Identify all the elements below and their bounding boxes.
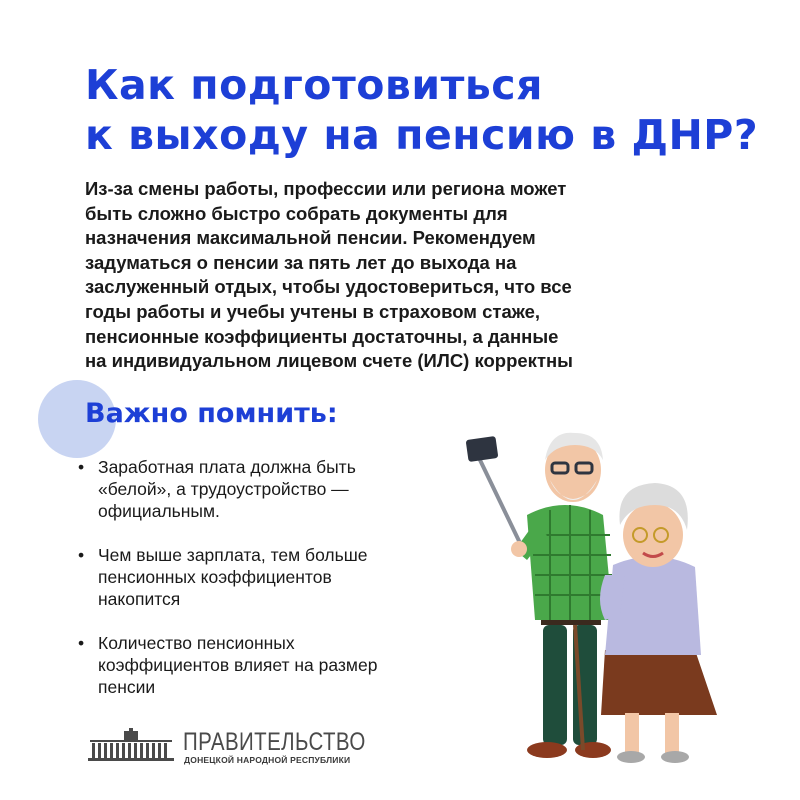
list-item-line: официальным. — [98, 501, 220, 521]
important-list — [78, 456, 478, 720]
list-item-line: «белой», а трудоустройство — — [98, 479, 349, 499]
intro-line: быть сложно быстро собрать документы для — [85, 202, 508, 224]
logo-subtitle: ДОНЕЦКОЙ НАРОДНОЙ РЕСПУБЛИКИ — [184, 755, 351, 765]
intro-line: назначения максимальной пенсии. Рекомендуем — [85, 227, 536, 249]
title-line-2: к выходу на пенсию в ДНР? — [85, 111, 759, 159]
intro-line: заслуженный отдых, чтобы удостовериться, что все — [85, 276, 572, 298]
list-item-line: Количество пенсионных — [98, 633, 295, 653]
list-item — [78, 544, 478, 610]
elderly-couple-selfie-illustration — [455, 425, 755, 780]
list-item — [78, 456, 478, 522]
intro-line: Из-за смены работы, профессии или региона может — [85, 178, 567, 199]
bullet-icon: • — [78, 545, 85, 565]
government-logo — [88, 728, 388, 768]
title-line-1: Как подготовиться — [85, 61, 543, 109]
list-item-line: Заработная плата должна быть — [98, 457, 356, 477]
list-item — [78, 632, 478, 698]
list-item-line: пенсии — [98, 677, 156, 697]
bullet-icon: • — [78, 633, 85, 653]
intro-line: пенсионные коэффициенты достаточны, а данные — [85, 325, 559, 347]
logo-name: ПРАВИТЕЛЬСТВО — [183, 728, 366, 756]
intro-line: на индивидуальном лицевом счете (ИЛС) корректны — [85, 350, 573, 372]
page-title — [85, 60, 785, 160]
list-item-line: накопится — [98, 589, 181, 609]
government-building-logo-icon — [88, 728, 174, 764]
list-item-line: Чем выше зарплата, тем больше — [98, 545, 368, 565]
bullet-icon: • — [78, 457, 85, 477]
intro-line: задуматься о пенсии за пять лет до выхода на — [85, 251, 517, 273]
list-item-line: пенсионных коэффициентов — [98, 567, 332, 587]
list-item-line: коэффициентов влияет на размер — [98, 655, 378, 675]
intro-line: годы работы и учебы учтены в страховом стаже, — [85, 300, 541, 322]
important-heading: Важно помнить: — [85, 398, 338, 429]
intro-paragraph — [85, 177, 755, 374]
